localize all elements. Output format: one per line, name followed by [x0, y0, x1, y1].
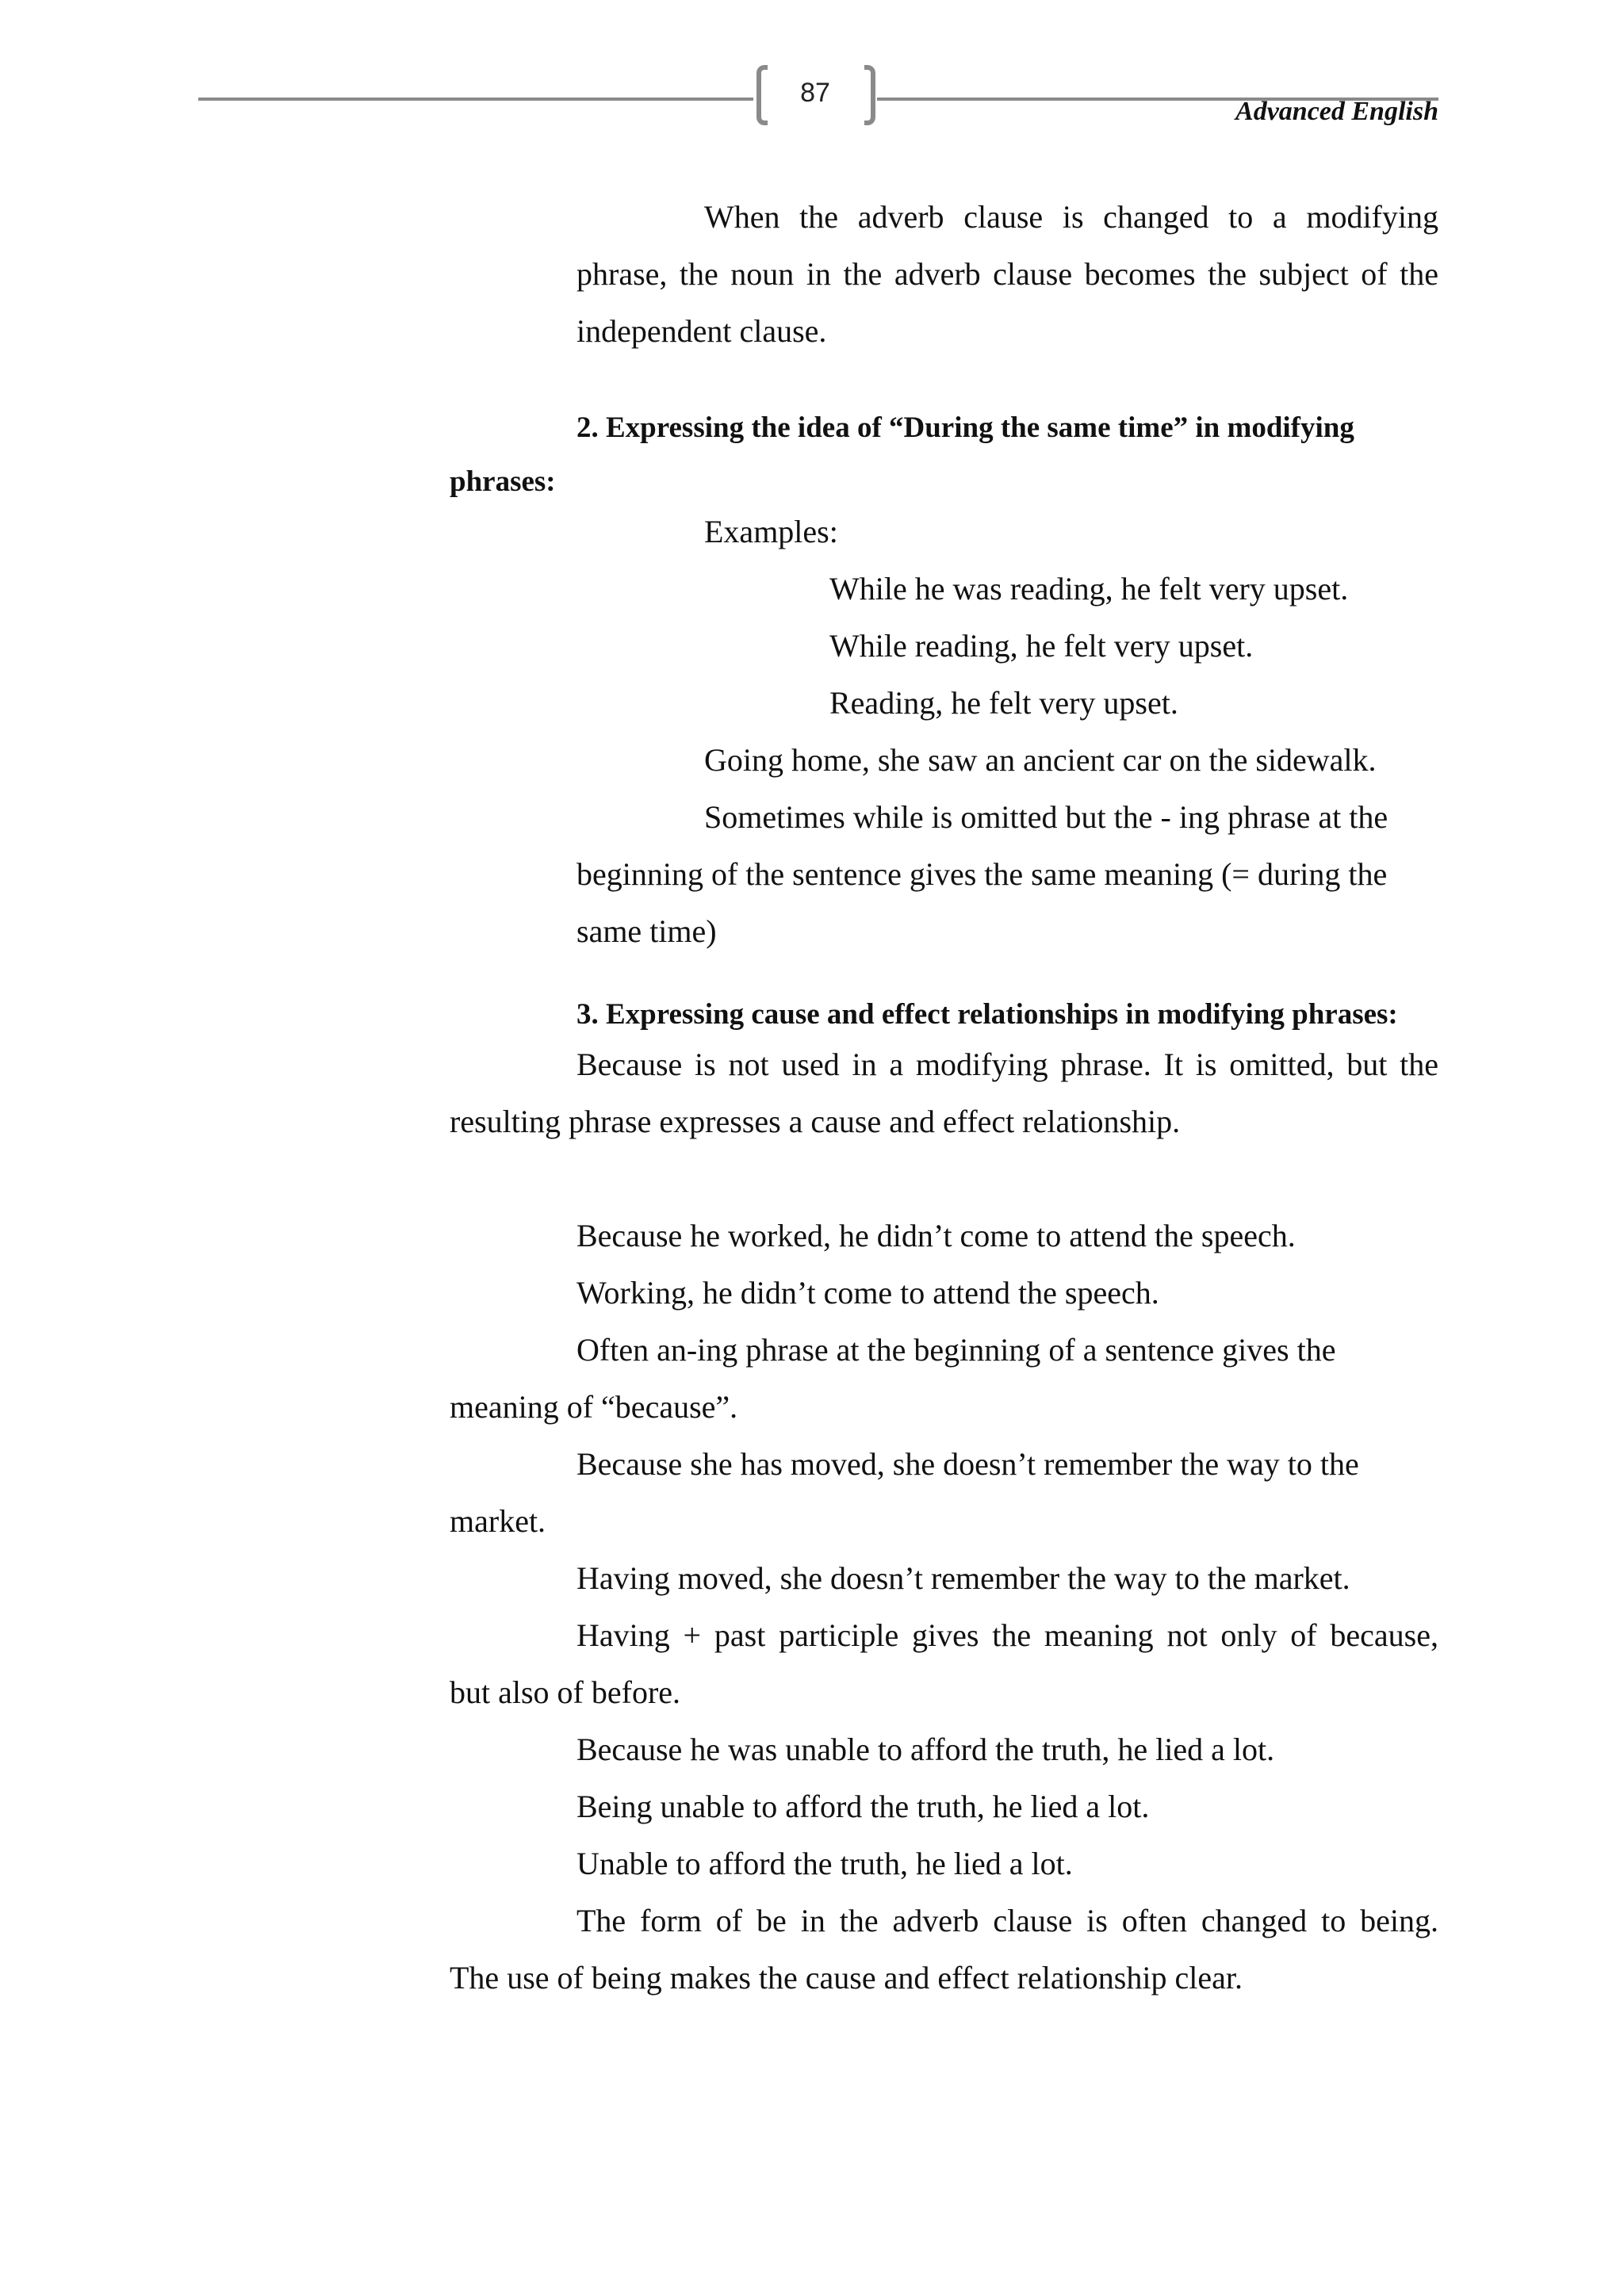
section-heading: 2. Expressing the idea of “During the same time” in modifying [576, 411, 1354, 444]
paragraph-line: beginning of the sentence gives the same meaning (= during the [576, 856, 1388, 892]
section-heading-continued: phrases: [450, 465, 556, 498]
page-number: 87 [800, 78, 830, 108]
example-sentence: Reading, he felt very upset. [829, 685, 1178, 721]
example-sentence: Unable to afford the truth, he lied a lot. [576, 1846, 1073, 1881]
example-sentence: Being unable to afford the truth, he lied a lot. [576, 1789, 1150, 1824]
example-sentence: While reading, he felt very upset. [829, 628, 1254, 664]
paragraph-line: independent clause. [576, 313, 827, 349]
paragraph-line: Often an-ing phrase at the beginning of a sentence gives the [576, 1332, 1336, 1368]
page-number-bracket-left [756, 65, 768, 125]
examples-label: Examples: [704, 514, 838, 549]
paragraph-line: When the adverb clause is changed to a modifying [704, 199, 1438, 235]
running-title: Advanced English [1235, 97, 1438, 126]
paragraph-line: Having + past participle gives the meaning not only of because, [576, 1617, 1438, 1653]
paragraph-line: phrase, the noun in the adverb clause becomes the subject of the [576, 256, 1438, 292]
example-sentence: Because she has moved, she doesn’t remember the way to the [576, 1446, 1359, 1482]
page-number-bracket-right [864, 65, 875, 125]
paragraph-line: The use of being makes the cause and effect relationship clear. [450, 1960, 1243, 1996]
paragraph-line: The form of be in the adverb clause is often changed to being. [576, 1903, 1438, 1938]
paragraph-line: same time) [576, 913, 717, 949]
example-sentence: Working, he didn’t come to attend the speech. [576, 1275, 1159, 1311]
paragraph-line: Because is not used in a modifying phrase. It is omitted, but the [576, 1047, 1438, 1082]
paragraph-line: meaning of “because”. [450, 1389, 738, 1425]
paragraph-line: Sometimes while is omitted but the - ing phrase at the [704, 799, 1388, 835]
section-heading: 3. Expressing cause and effect relationships in modifying phrases: [576, 998, 1398, 1031]
header-rule-left [198, 98, 753, 101]
example-sentence: Because he was unable to afford the truth, he lied a lot. [576, 1732, 1275, 1767]
example-sentence: Going home, she saw an ancient car on the sidewalk. [704, 742, 1377, 778]
paragraph-line: but also of before. [450, 1674, 681, 1710]
example-sentence: While he was reading, he felt very upset. [829, 571, 1349, 607]
example-sentence: Because he worked, he didn’t come to attend the speech. [576, 1218, 1296, 1253]
example-sentence: market. [450, 1503, 546, 1539]
example-sentence: Having moved, she doesn’t remember the way to the market. [576, 1560, 1350, 1596]
paragraph-line: resulting phrase expresses a cause and effect relationship. [450, 1104, 1181, 1139]
